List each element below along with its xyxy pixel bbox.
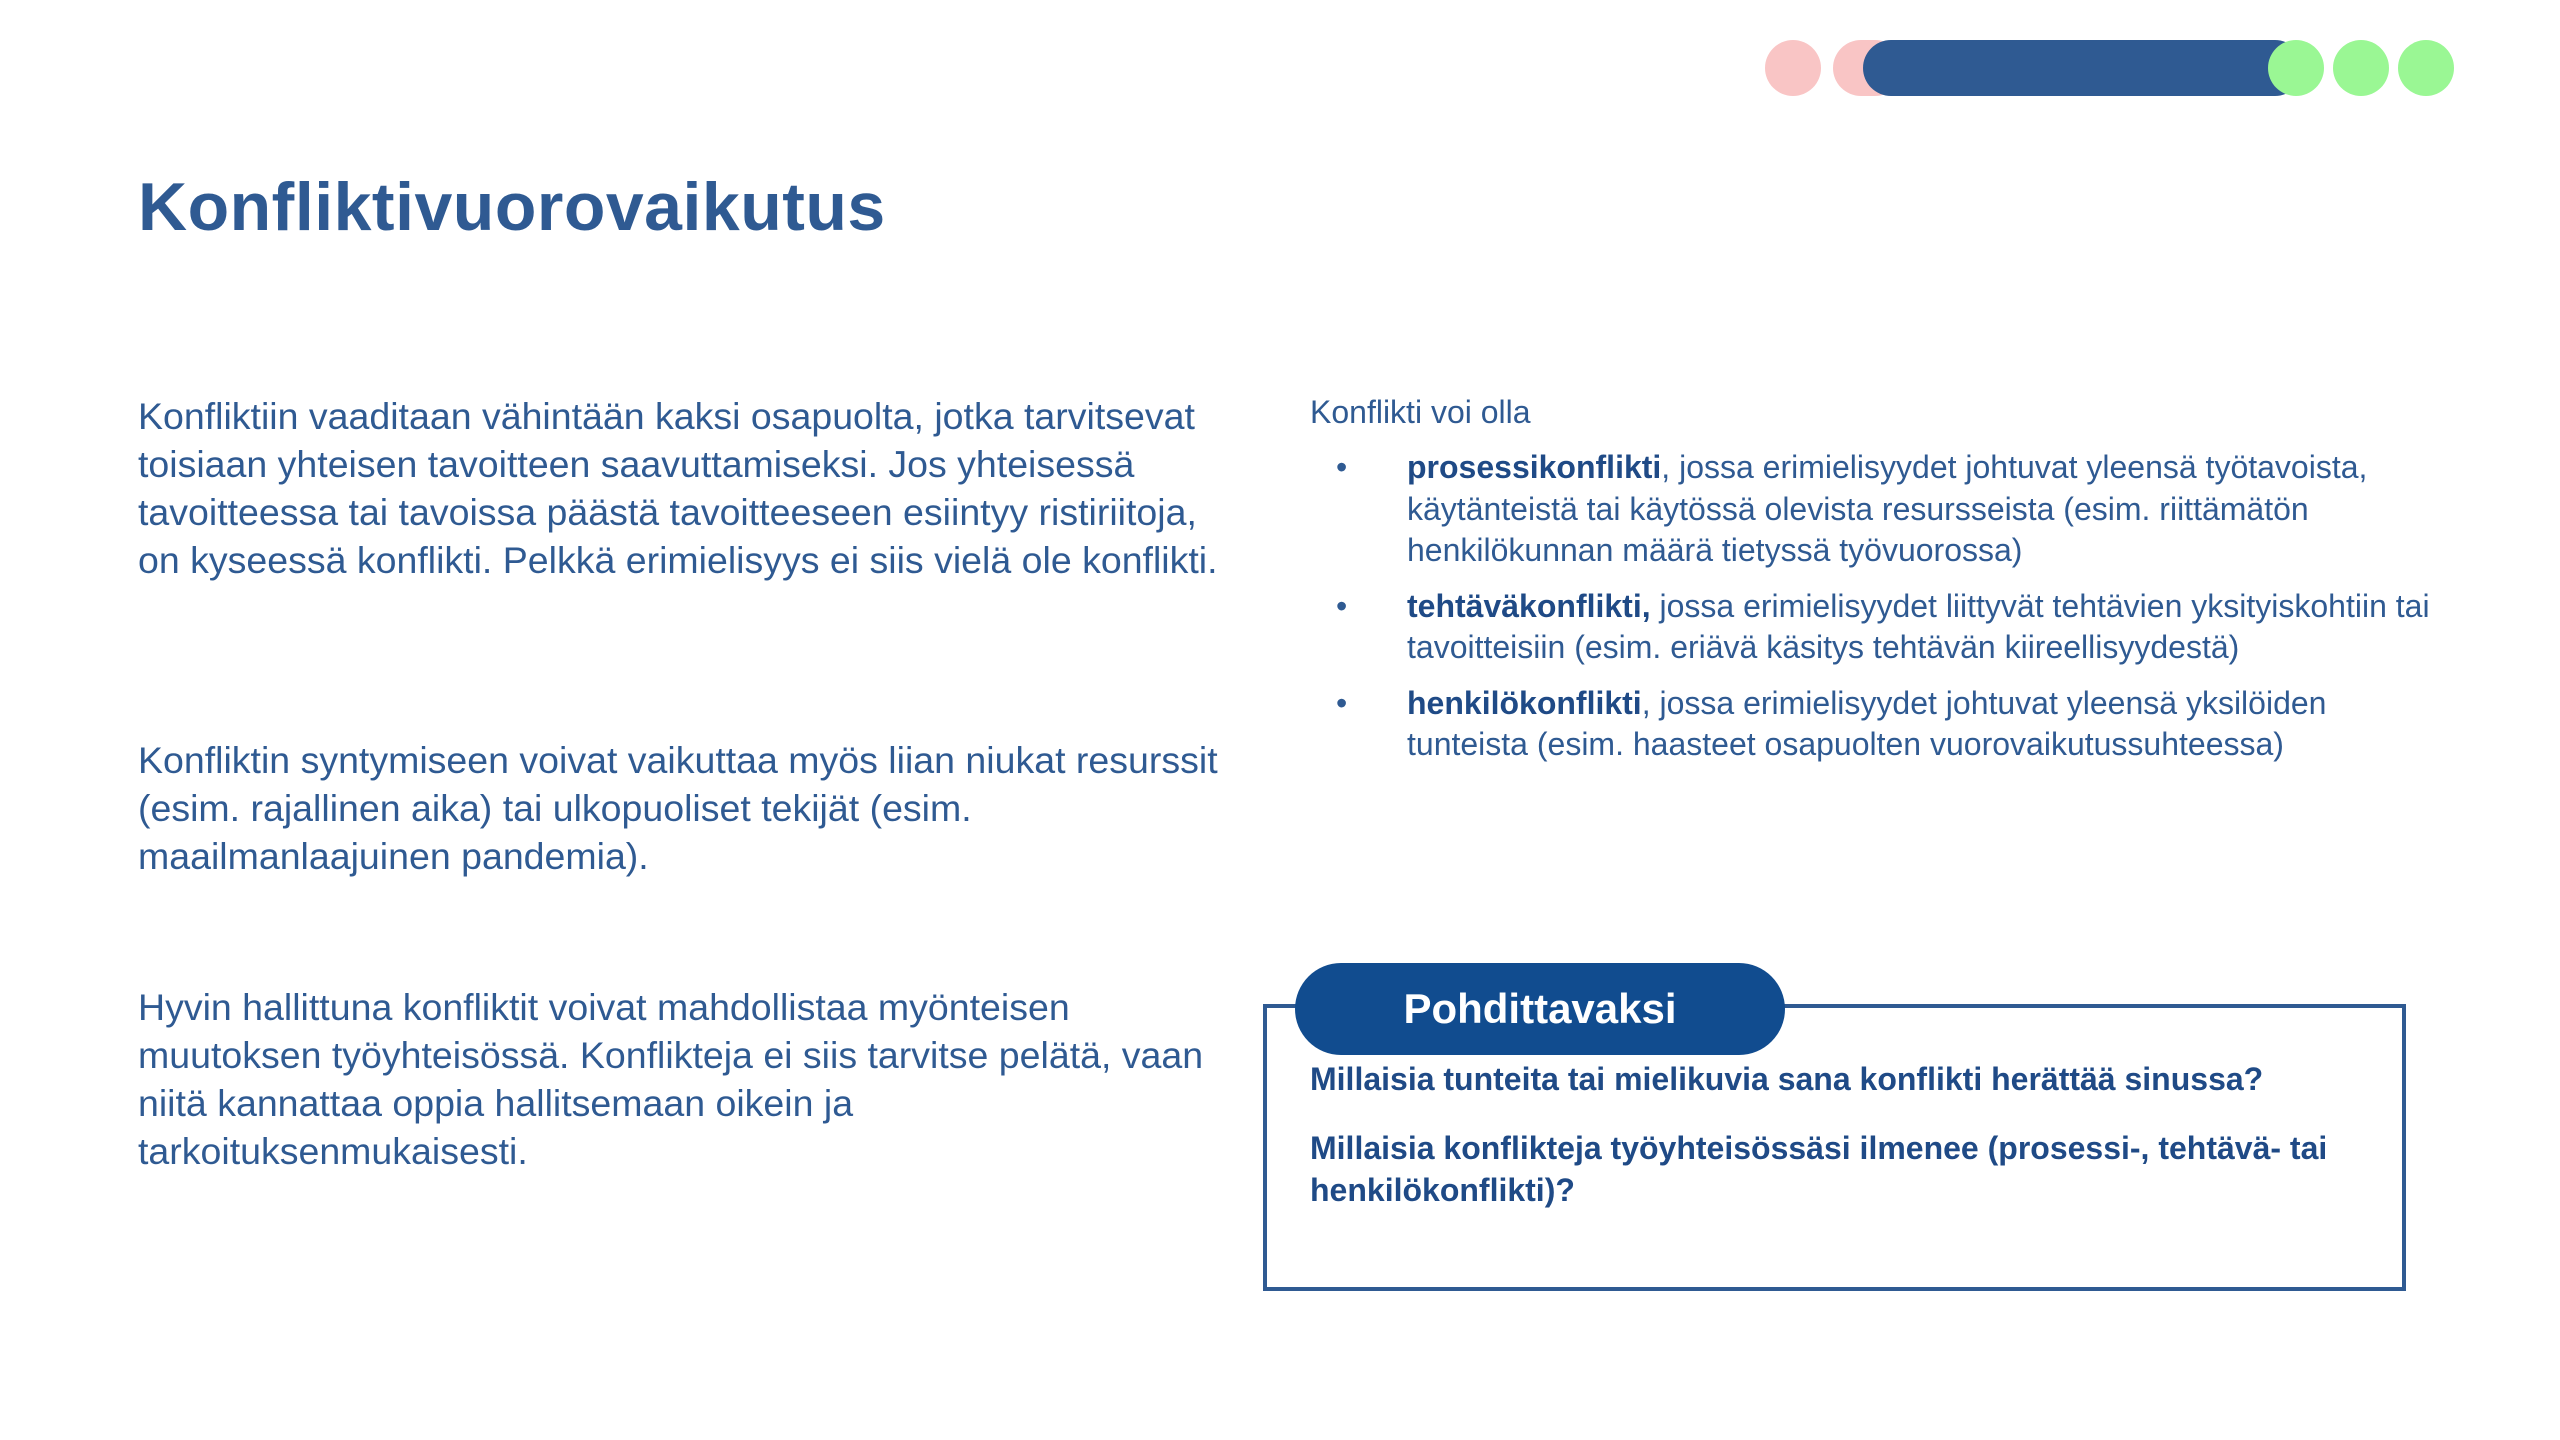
green-dot-decoration	[2268, 40, 2324, 96]
green-dot-decoration	[2398, 40, 2454, 96]
green-dot-decoration	[2333, 40, 2389, 96]
right-column	[1310, 392, 2440, 762]
blue-bar-decoration	[1863, 40, 2303, 96]
description: , jossa erimielisyydet johtuvat yleensä yksilöiden tunteista (esim. haasteet osapuolten vuorovaikutussuhteessa)	[1407, 684, 2327, 762]
reflection-heading: Pohdittavaksi	[1295, 963, 1785, 1055]
term: prosessikonflikti	[1407, 449, 1662, 485]
bullet-icon: •	[1336, 449, 1348, 485]
term: tehtäväkonflikti,	[1407, 587, 1651, 624]
term: henkilökonflikti	[1407, 684, 1642, 721]
list-intro: Konflikti voi olla	[1310, 394, 1531, 430]
list-item	[1336, 586, 2440, 669]
pink-dot-decoration	[1765, 40, 1821, 96]
slide-title: Konfliktivuorovaikutus	[138, 169, 886, 245]
conflict-types-list	[1336, 447, 2440, 766]
description: jossa erimielisyydet liittyvät tehtävien yksityiskohtiin tai tavoitteisiin (esim. eriävä käsitys tehtävän kiireellisyydestä)	[1407, 587, 2430, 665]
description: , jossa erimielisyydet johtuvat yleensä työtavoista, käytänteistä tai käytössä olevista resursseista (esim. riittämätön henkilökunnan määrä tietyssä työvuorossa)	[1407, 449, 2368, 568]
paragraph: Konfliktiin vaaditaan vähintään kaksi osapuolta, jotka tarvitsevat toisiaan yhteisen tavoitteen saavuttamiseksi. Jos yhteisessä tavoitteessa tai tavoissa päästä tavoitteeseen esiintyy ristiriitoja, on kyseessä konflikti. Pelkkä erimielisyys ei siis vielä ole konflikti.	[138, 395, 1218, 581]
reflection-question: Millaisia konflikteja työyhteisössäsi ilmenee (prosessi-, tehtävä- tai henkilökonflikti)?	[1310, 1130, 2328, 1208]
paragraph: Hyvin hallittuna konfliktit voivat mahdollistaa myönteisen muutoksen työyhteisössä. Konflikteja ei siis tarvitse pelätä, vaan niitä kannattaa oppia hallitsemaan oikein ja tarkoituksenmukaisesti.	[138, 986, 1204, 1172]
paragraph: Konfliktin syntymiseen voivat vaikuttaa myös liian niukat resurssit (esim. rajallinen aika) tai ulkopuoliset tekijät (esim. maailmanlaajuinen pandemia).	[138, 739, 1218, 877]
list-item	[1336, 683, 2440, 766]
list-item	[1336, 447, 2440, 572]
bullet-icon: •	[1336, 684, 1348, 721]
reflection-question: Millaisia tunteita tai mielikuvia sana konflikti herättää sinussa?	[1310, 1061, 2264, 1097]
bullet-icon: •	[1336, 587, 1348, 624]
